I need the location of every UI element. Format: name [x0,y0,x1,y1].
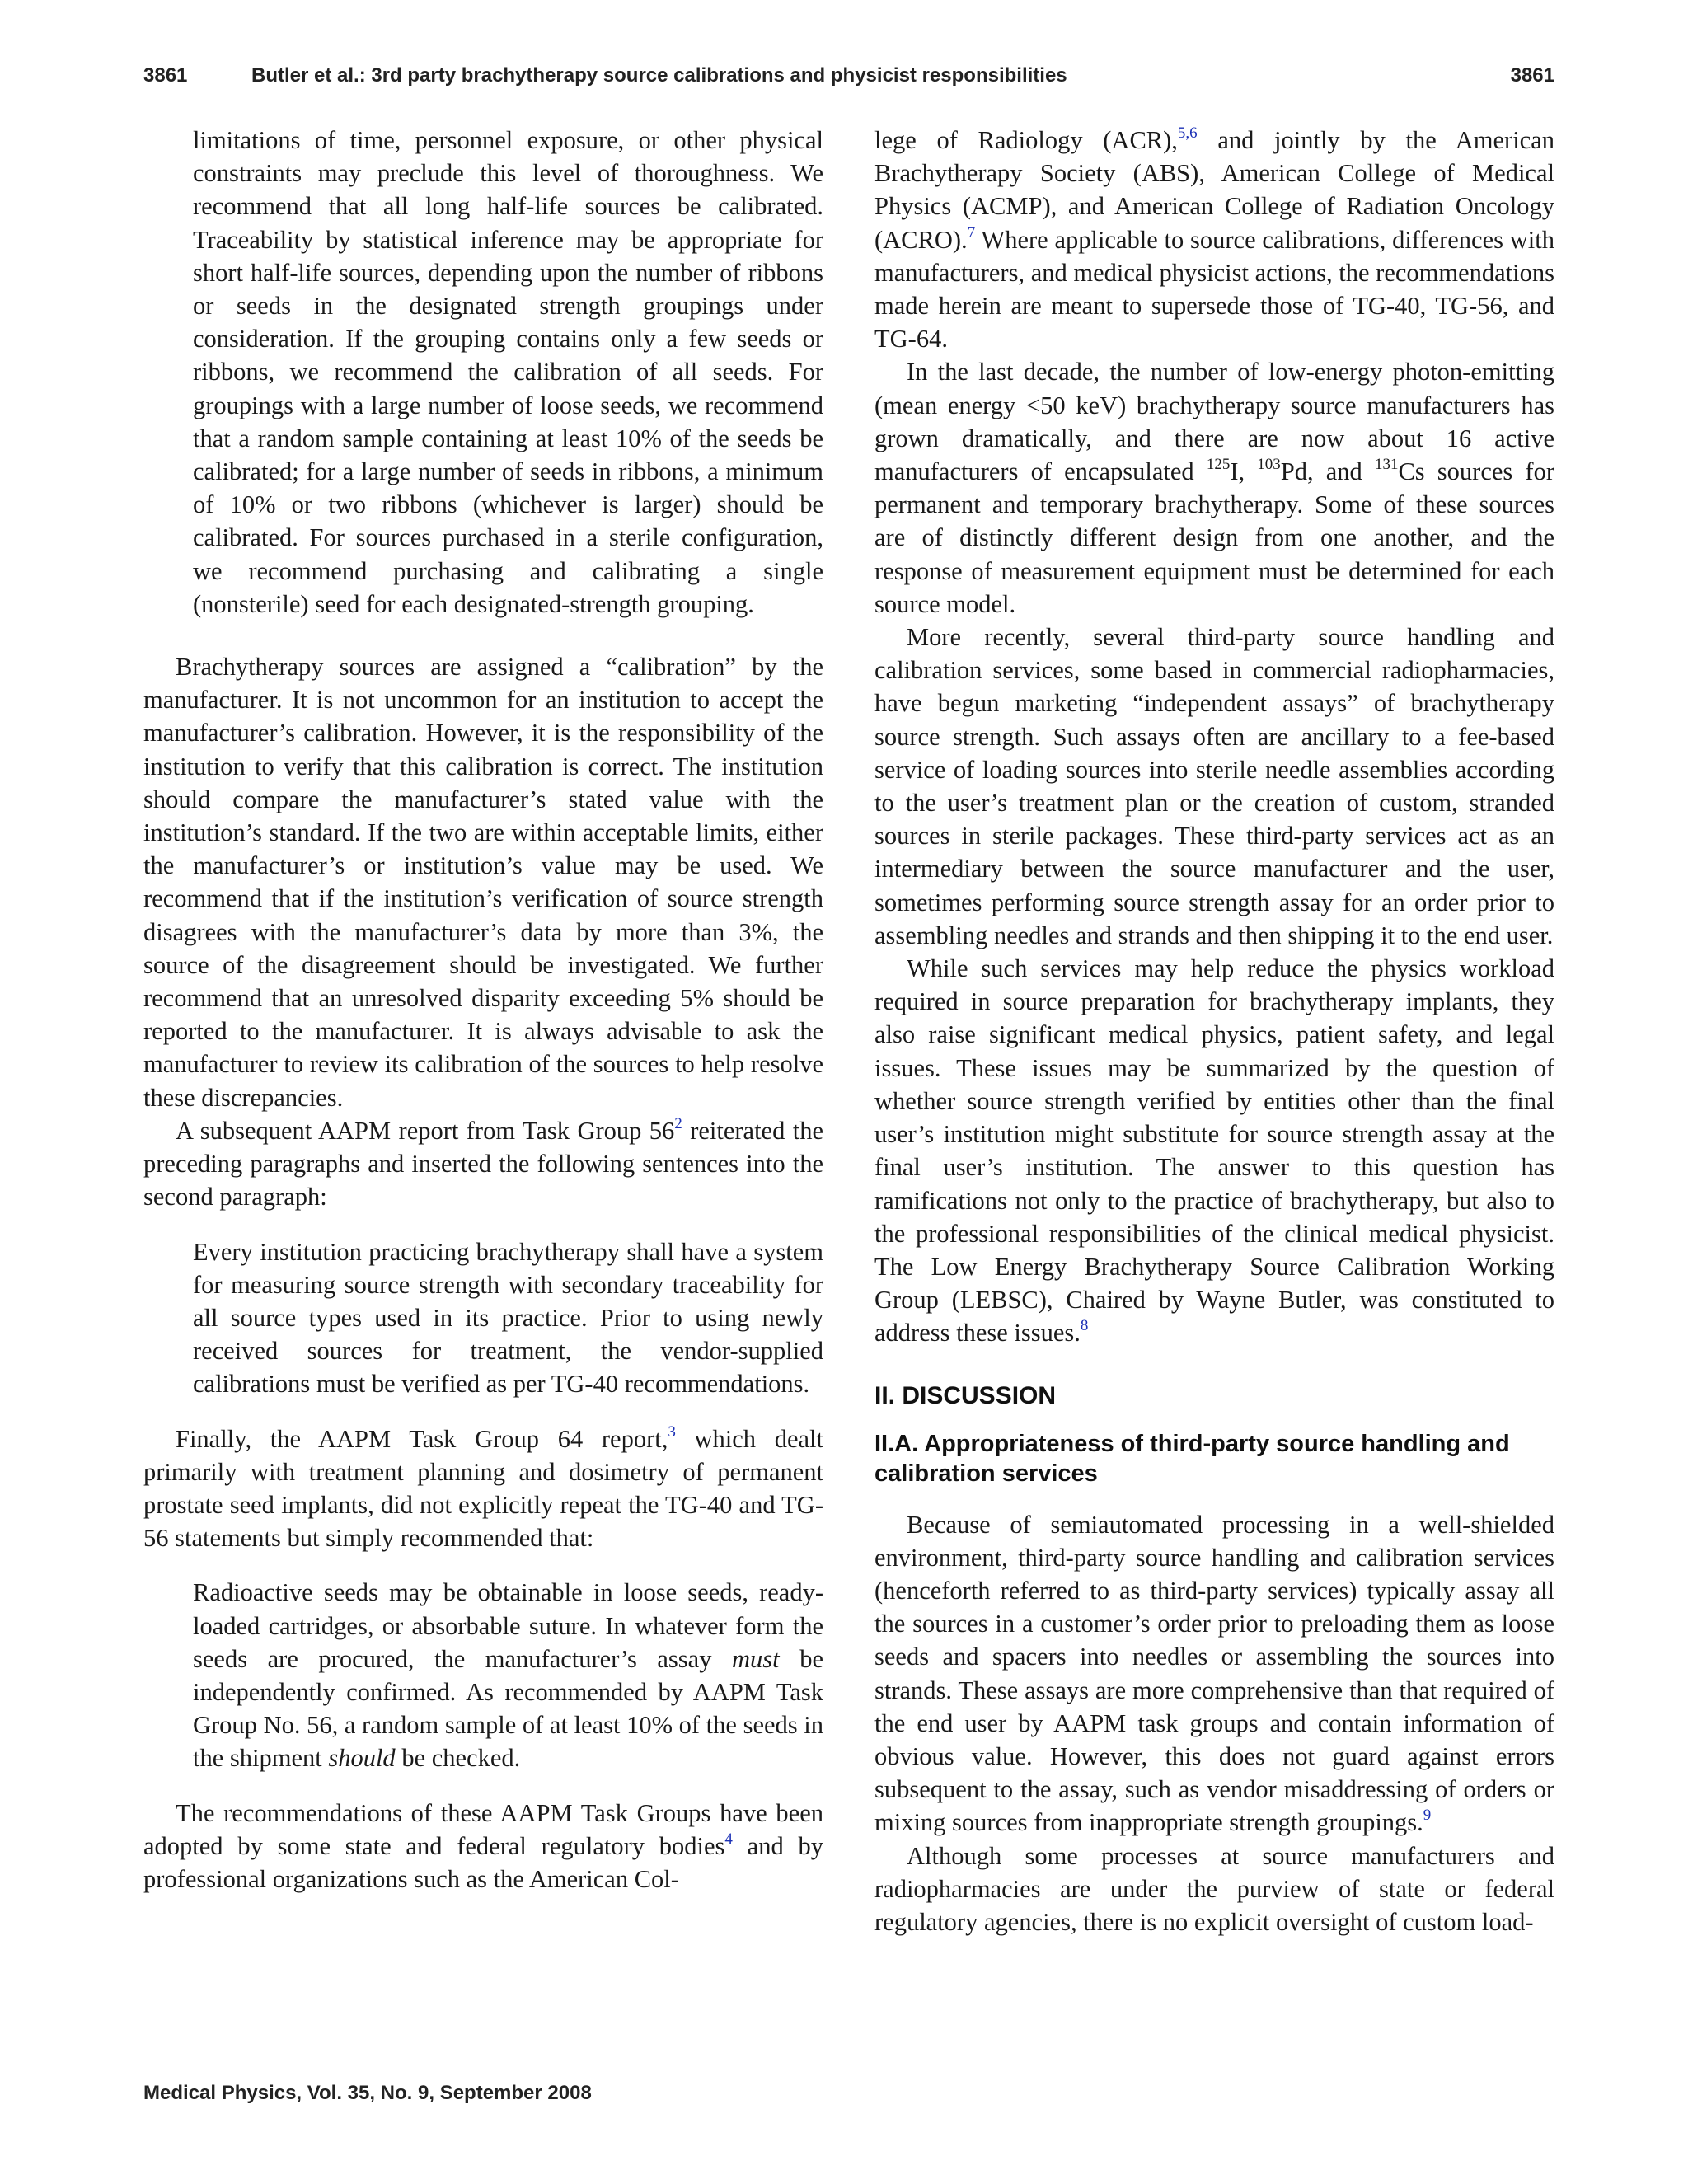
running-header [143,59,1554,92]
left-column [143,124,823,1896]
journal-footer: Medical Physics, Vol. 35, No. 9, September 2008 [143,2082,592,2104]
right-column [874,124,1554,1938]
paragraph: Although some processes at source manufacturers and radiopharmacies are under the purview of state or federal regulatory agencies, there is no explicit oversight of custom load- [874,1841,1554,1936]
block-quote-2 [193,1235,823,1401]
citation-link[interactable]: 2 [674,1114,682,1132]
paragraph: lege of Radiology (ACR),$^{5,6}$ and jointly by the American Brachytherapy Society (ABS), American College of Medical Physics (ACMP), and American College of Radiation Oncology (ACRO).$^7$ Where applicable to source calibrations, differences with manufacturers, and medical physicist actions, the recommendations made herein are meant to supersede those of TG-40, TG-56, and TG-64. [874,124,1554,354]
citation-link[interactable]: 7 [967,223,976,241]
citation-link[interactable]: 8 [1080,1317,1089,1335]
citation-link[interactable]: 5,6 [1177,124,1198,142]
citation-link[interactable]: 4 [724,1830,733,1848]
paragraph: A subsequent AAPM report from Task Group $56^2$ reiterated the preceding paragraphs and inserted the following sentences into the second paragraph: [143,1114,823,1212]
paragraph: More recently, several third-party source handling and calibration services, some based in commercial radiopharmacies, have begun marketing “independent assays” of brachytherapy source strength. Such assays often are ancillary to a fee-based service of loading sources into sterile needle assemblies according to the user’s treatment plan or the creation of custom, stranded sources in sterile packages. These third-party services act as an intermediary between the source manufacturer and the user, sometimes performing source strength assay for an order prior to assembling needles and strands and then shipping it to the end user. [874,623,1554,949]
quote-text: Every institution practicing brachytherapy shall have a system for measuring source strength with secondary traceability for all source types used in its practice. Prior to using newly received sources for treatment, the vendor-supplied calibrations must be verified as per TG-40 recommendations. [193,1237,823,1399]
block-quote-1 [193,124,823,621]
page-number-left: 3861 [143,64,188,87]
quote-text: Radioactive seeds may be obtainable in loose seeds, ready-loaded cartridges, or absorbable suture. In whatever form the seeds are procured, the manufacturer’s assay must be independently confirmed. As recommended by AAPM Task Group No. 56, a random sample of at least 10% of the seeds in the shipment should be checked. [193,1578,823,1773]
subsection-heading: II.A. Appropriateness of third-party source handling and calibration services [874,1430,1510,1487]
page-number-right: 3861 [1510,64,1554,87]
paragraph: In the last decade, the number of low-energy photon-emitting (mean energy <50 keV) brachytherapy source manufacturers has grown dramatically, and there are now about 16 active manufacturers of encapsulated $^{125}$I, $^{103}$Pd, and $^{131}$Cs sources for permanent and temporary brachytherapy. Some of these sources are of distinctly different design from one another, and the response of measurement equipment must be determined for each source model. [874,358,1554,618]
citation-link[interactable]: 3 [668,1422,676,1441]
citation-link[interactable]: 9 [1423,1807,1432,1825]
running-title: Butler et al.: 3rd party brachytherapy source calibrations and physicist responsibilities [251,64,1067,87]
paragraph: Because of semiautomated processing in a well-shielded environment, third-party source handling and calibration services (henceforth referred to as third-party services) typically assay all the sources in a customer’s order prior to preloading them as loose seeds and spacers into needles or assembling the sources into strands. These assays are more comprehensive than that required of the end user by AAPM task groups and contain information of obvious value. However, this does not guard against errors subsequent to the assay, such as vendor misaddressing of orders or mixing sources from inappropriate strength groupings.$^9$ [874,1510,1554,1837]
block-quote-3 [193,1576,823,1774]
paragraph: Finally, the AAPM Task Group 64 report,$^3$ which dealt primarily with treatment planning and dosimetry of permanent prostate seed implants, did not explicitly repeat the TG-40 and TG-56 statements but simply recommended that: [143,1422,823,1553]
section-heading: II. DISCUSSION [874,1381,1057,1409]
quote-text: limitations of time, personnel exposure, or other physical constraints may preclude this level of thoroughness. We recommend that all long half-life sources be calibrated. Traceability by statistical inference may be appropriate for short half-life sources, depending upon the number of ribbons or seeds in the designated strength groupings under consideration. If the grouping contains only a few seeds or ribbons, we recommend the calibration of all seeds. For groupings with a large number of loose seeds, we recommend that a random sample containing at least 10% of the seeds be calibrated; for a large number of seeds in ribbons, a minimum of 10% or two ribbons (whichever is larger) should be calibrated. For sources purchased in a sterile configuration, we recommend purchasing and calibrating a single (nonsterile) seed for each designated-strength grouping. [193,126,823,618]
paragraph: Brachytherapy sources are assigned a “calibration” by the manufacturer. It is not uncommon for an institution to accept the manufacturer’s calibration. However, it is the responsibility of the institution to verify that this calibration is correct. The institution should compare the manufacturer’s stated value with the institution’s standard. If the two are within acceptable limits, either the manufacturer’s or institution’s value may be used. We recommend that if the institution’s verification of source strength disagrees with the manufacturer’s data by more than 3%, the source of the disagreement should be investigated. We further recommend that an unresolved disparity exceeding 5% should be reported to the manufacturer. It is always advisable to ask the manufacturer to review its calibration of the sources to help resolve these discrepancies. [143,653,823,1112]
paragraph: While such services may help reduce the physics workload required in source preparation for brachytherapy implants, they also raise significant medical physics, patient safety, and legal issues. These issues may be summarized by the question of whether source strength verified by entities other than the final user’s institution might substitute for source strength assay at the final user’s institution. The answer to this question has ramifications not only to the practice of brachytherapy, but also to the professional responsibilities of the clinical medical physicist. The Low Energy Brachytherapy Source Calibration Working Group (LEBSC), Chaired by Wayne Butler, was constituted to address these issues.$^8$ [874,954,1554,1347]
paragraph: The recommendations of these AAPM Task Groups have been adopted by some state and federal regulatory bodies$^4$ and by professional organizations such as the American Col- [143,1798,823,1893]
